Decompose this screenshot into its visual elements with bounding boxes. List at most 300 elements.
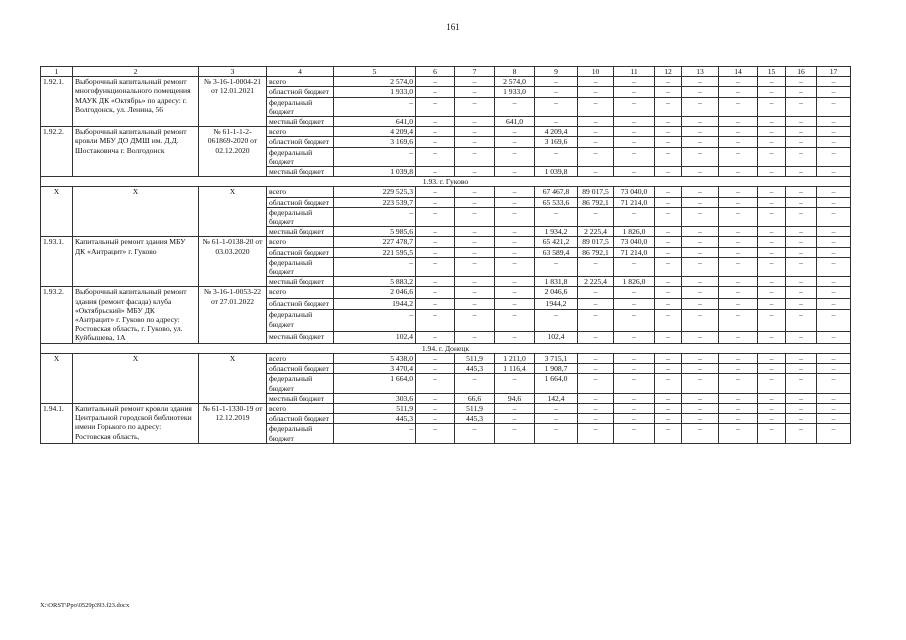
value-cell: –	[817, 87, 851, 97]
value-cell: –	[682, 87, 719, 97]
item-name: Выборочный капитальный ремонт кровли МБУ ДО ДМШ им. Д.Д. Шостаковича г. Волгодонск	[73, 127, 199, 177]
value-cell: –	[817, 97, 851, 116]
value-cell: –	[682, 298, 719, 309]
value-cell: –	[578, 364, 614, 374]
value-cell: –	[416, 310, 455, 332]
value-cell: –	[416, 257, 455, 276]
value-cell: –	[786, 117, 817, 127]
value-cell: –	[614, 364, 655, 374]
value-cell: –	[614, 310, 655, 332]
value-cell: –	[655, 332, 682, 344]
value-cell: –	[655, 97, 682, 116]
value-cell: –	[334, 147, 416, 166]
value-cell: 2 574,0	[334, 77, 416, 87]
value-cell: 223 539,7	[334, 197, 416, 207]
value-cell: 67 467,8	[535, 187, 578, 197]
fund-source-label: всего	[267, 127, 334, 137]
value-cell: –	[817, 393, 851, 403]
value-cell: –	[495, 247, 535, 257]
value-cell: 1944,2	[334, 298, 416, 309]
item-number: 1.93.1.	[41, 237, 73, 287]
value-cell: –	[817, 277, 851, 287]
value-cell: –	[535, 117, 578, 127]
value-cell: –	[682, 277, 719, 287]
value-cell: –	[786, 257, 817, 276]
value-cell: –	[817, 237, 851, 247]
fund-source-label: областной бюджет	[267, 364, 334, 374]
value-cell: –	[682, 237, 719, 247]
item-number: Х	[41, 353, 73, 403]
fund-source-label: всего	[267, 77, 334, 87]
value-cell: 89 017,5	[578, 187, 614, 197]
value-cell: –	[535, 310, 578, 332]
item-document: № 3-16-1-0004-21 от 12.01.2021	[199, 77, 267, 127]
value-cell: –	[535, 147, 578, 166]
value-cell: 71 214,0	[614, 197, 655, 207]
value-cell: –	[455, 257, 495, 276]
value-cell: –	[416, 147, 455, 166]
table-row	[41, 77, 851, 87]
fund-source-label: местный бюджет	[267, 227, 334, 237]
value-cell: –	[614, 353, 655, 363]
value-cell: –	[495, 227, 535, 237]
value-cell: 1 211,0	[495, 353, 535, 363]
value-cell: –	[719, 332, 758, 344]
value-cell: 303,6	[334, 393, 416, 403]
column-header: 13	[682, 67, 719, 77]
value-cell: –	[786, 364, 817, 374]
value-cell: –	[817, 403, 851, 413]
value-cell: 102,4	[334, 332, 416, 344]
value-cell: –	[535, 207, 578, 226]
value-cell: –	[786, 287, 817, 298]
value-cell: 2 046,6	[535, 287, 578, 298]
item-number: 1.92.2.	[41, 127, 73, 177]
item-name: Х	[73, 353, 199, 403]
value-cell: –	[578, 127, 614, 137]
value-cell: –	[817, 117, 851, 127]
fund-source-label: федеральный бюджет	[267, 257, 334, 276]
value-cell: 66,6	[455, 393, 495, 403]
value-cell: –	[786, 277, 817, 287]
value-cell: –	[758, 137, 786, 147]
fund-source-label: федеральный бюджет	[267, 97, 334, 116]
fund-source-label: всего	[267, 287, 334, 298]
value-cell: –	[416, 247, 455, 257]
value-cell: 511,9	[455, 403, 495, 413]
value-cell: –	[786, 310, 817, 332]
value-cell: –	[758, 310, 786, 332]
value-cell: –	[719, 147, 758, 166]
value-cell: –	[416, 77, 455, 87]
value-cell: –	[719, 277, 758, 287]
value-cell: –	[682, 187, 719, 197]
column-header: 16	[786, 67, 817, 77]
fund-source-label: всего	[267, 237, 334, 247]
value-cell: –	[614, 147, 655, 166]
value-cell: –	[614, 167, 655, 177]
value-cell: 3 470,4	[334, 364, 416, 374]
footer-file-path: X:\ORST\Ppo\0529p393.f23.docx	[40, 602, 130, 609]
value-cell: –	[682, 167, 719, 177]
value-cell: –	[416, 167, 455, 177]
value-cell: –	[455, 167, 495, 177]
value-cell: 445,3	[455, 414, 495, 424]
value-cell: –	[758, 197, 786, 207]
value-cell: –	[655, 77, 682, 87]
value-cell: –	[578, 414, 614, 424]
column-header: 4	[267, 67, 334, 77]
value-cell: –	[614, 332, 655, 344]
value-cell: –	[786, 414, 817, 424]
value-cell: –	[719, 197, 758, 207]
value-cell: –	[817, 298, 851, 309]
value-cell: –	[578, 332, 614, 344]
value-cell: 3 169,6	[535, 137, 578, 147]
value-cell: 142,4	[535, 393, 578, 403]
value-cell: –	[786, 87, 817, 97]
value-cell: –	[614, 137, 655, 147]
value-cell: –	[495, 237, 535, 247]
value-cell: –	[578, 147, 614, 166]
value-cell: –	[719, 227, 758, 237]
value-cell: –	[416, 424, 455, 443]
value-cell: –	[682, 424, 719, 443]
table-body	[41, 67, 851, 444]
value-cell: –	[416, 353, 455, 363]
value-cell: –	[682, 364, 719, 374]
value-cell: –	[655, 374, 682, 393]
value-cell: 1 934,2	[535, 227, 578, 237]
value-cell: –	[495, 310, 535, 332]
value-cell: 89 017,5	[578, 237, 614, 247]
value-cell: –	[614, 127, 655, 137]
budget-table	[40, 66, 851, 444]
value-cell: –	[817, 414, 851, 424]
value-cell: –	[719, 424, 758, 443]
value-cell: –	[682, 227, 719, 237]
value-cell: –	[655, 237, 682, 247]
fund-source-label: местный бюджет	[267, 332, 334, 344]
value-cell: –	[655, 117, 682, 127]
value-cell: 63 589,4	[535, 247, 578, 257]
value-cell: –	[682, 127, 719, 137]
item-number: 1.92.1.	[41, 77, 73, 127]
value-cell: –	[758, 87, 786, 97]
value-cell: –	[495, 137, 535, 147]
value-cell: –	[758, 374, 786, 393]
value-cell: 4 209,4	[535, 127, 578, 137]
fund-source-label: всего	[267, 403, 334, 413]
value-cell: –	[455, 277, 495, 287]
value-cell: –	[682, 97, 719, 116]
value-cell: –	[758, 403, 786, 413]
value-cell: –	[786, 77, 817, 87]
value-cell: 2 225,4	[578, 277, 614, 287]
value-cell: –	[719, 247, 758, 257]
value-cell: –	[455, 197, 495, 207]
value-cell: –	[719, 77, 758, 87]
value-cell: –	[758, 207, 786, 226]
value-cell: –	[614, 424, 655, 443]
value-cell: –	[758, 187, 786, 197]
value-cell: 511,9	[455, 353, 495, 363]
value-cell: –	[719, 87, 758, 97]
value-cell: –	[682, 137, 719, 147]
value-cell: –	[719, 298, 758, 309]
value-cell: –	[758, 237, 786, 247]
value-cell: –	[655, 167, 682, 177]
fund-source-label: областной бюджет	[267, 298, 334, 309]
value-cell: –	[535, 403, 578, 413]
value-cell: –	[455, 187, 495, 197]
value-cell: 71 214,0	[614, 247, 655, 257]
value-cell: –	[614, 257, 655, 276]
value-cell: –	[655, 147, 682, 166]
header-row	[41, 67, 851, 77]
table-row	[41, 187, 851, 197]
value-cell: –	[655, 227, 682, 237]
value-cell: –	[334, 310, 416, 332]
value-cell: –	[416, 87, 455, 97]
value-cell: –	[416, 298, 455, 309]
value-cell: –	[719, 393, 758, 403]
value-cell: –	[786, 298, 817, 309]
value-cell: –	[455, 332, 495, 344]
value-cell: –	[578, 393, 614, 403]
item-document: № 61-1-1-2-061869-2020 от 02.12.2020	[199, 127, 267, 177]
value-cell: –	[786, 127, 817, 137]
column-header: 17	[817, 67, 851, 77]
value-cell: –	[786, 374, 817, 393]
column-header: 15	[758, 67, 786, 77]
value-cell: –	[719, 117, 758, 127]
value-cell: –	[758, 424, 786, 443]
value-cell: –	[455, 247, 495, 257]
value-cell: –	[817, 287, 851, 298]
value-cell: –	[578, 257, 614, 276]
value-cell: –	[758, 147, 786, 166]
value-cell: –	[719, 414, 758, 424]
value-cell: –	[758, 414, 786, 424]
value-cell: –	[655, 207, 682, 226]
fund-source-label: всего	[267, 187, 334, 197]
value-cell: –	[719, 257, 758, 276]
value-cell: –	[578, 87, 614, 97]
column-header: 10	[578, 67, 614, 77]
column-header: 9	[535, 67, 578, 77]
value-cell: –	[817, 374, 851, 393]
column-header: 11	[614, 67, 655, 77]
value-cell: –	[455, 137, 495, 147]
section-row	[41, 343, 851, 353]
value-cell: –	[817, 364, 851, 374]
value-cell: –	[455, 298, 495, 309]
value-cell: –	[786, 197, 817, 207]
value-cell: 4 209,4	[334, 127, 416, 137]
value-cell: 86 792,1	[578, 197, 614, 207]
value-cell: –	[786, 237, 817, 247]
table-row	[41, 237, 851, 247]
value-cell: 73 040,0	[614, 187, 655, 197]
value-cell: –	[416, 414, 455, 424]
value-cell: –	[682, 247, 719, 257]
value-cell: –	[786, 332, 817, 344]
fund-source-label: местный бюджет	[267, 393, 334, 403]
value-cell: 1 664,0	[535, 374, 578, 393]
value-cell: –	[416, 97, 455, 116]
value-cell: 5 438,0	[334, 353, 416, 363]
value-cell: –	[495, 187, 535, 197]
value-cell: –	[578, 353, 614, 363]
value-cell: 102,4	[535, 332, 578, 344]
value-cell: –	[758, 298, 786, 309]
fund-source-label: всего	[267, 353, 334, 363]
value-cell: –	[758, 353, 786, 363]
fund-source-label: федеральный бюджет	[267, 147, 334, 166]
value-cell: –	[719, 137, 758, 147]
value-cell: –	[614, 77, 655, 87]
value-cell: –	[455, 227, 495, 237]
value-cell: –	[614, 374, 655, 393]
value-cell: –	[682, 77, 719, 87]
value-cell: –	[758, 167, 786, 177]
value-cell: –	[578, 77, 614, 87]
value-cell: –	[614, 97, 655, 116]
item-document: Х	[199, 187, 267, 237]
value-cell: –	[495, 147, 535, 166]
value-cell: –	[578, 167, 614, 177]
value-cell: –	[682, 353, 719, 363]
value-cell: –	[719, 353, 758, 363]
value-cell: 1 826,0	[614, 227, 655, 237]
value-cell: –	[614, 403, 655, 413]
value-cell: –	[758, 247, 786, 257]
table-row	[41, 403, 851, 413]
value-cell: –	[535, 424, 578, 443]
value-cell: –	[682, 403, 719, 413]
value-cell: 641,0	[495, 117, 535, 127]
value-cell: –	[416, 207, 455, 226]
value-cell: –	[416, 117, 455, 127]
value-cell: –	[682, 257, 719, 276]
value-cell: –	[786, 97, 817, 116]
value-cell: –	[655, 424, 682, 443]
value-cell: 1 933,0	[334, 87, 416, 97]
value-cell: –	[455, 424, 495, 443]
value-cell: 65 421,2	[535, 237, 578, 247]
value-cell: –	[495, 374, 535, 393]
value-cell: –	[682, 374, 719, 393]
value-cell: –	[682, 147, 719, 166]
value-cell: –	[719, 127, 758, 137]
item-document: Х	[199, 353, 267, 403]
value-cell: 227 478,7	[334, 237, 416, 247]
value-cell: –	[682, 207, 719, 226]
value-cell: –	[817, 197, 851, 207]
value-cell: 1 908,7	[535, 364, 578, 374]
value-cell: –	[455, 207, 495, 226]
value-cell: –	[758, 393, 786, 403]
column-header: 6	[416, 67, 455, 77]
item-document: № 61-1-1330-19 от 12.12.2019	[199, 403, 267, 443]
value-cell: –	[495, 414, 535, 424]
value-cell: –	[719, 167, 758, 177]
value-cell: –	[655, 393, 682, 403]
value-cell: –	[655, 310, 682, 332]
value-cell: –	[682, 310, 719, 332]
value-cell: –	[578, 207, 614, 226]
value-cell: –	[817, 167, 851, 177]
value-cell: –	[682, 414, 719, 424]
value-cell: –	[655, 187, 682, 197]
value-cell: 5 883,2	[334, 277, 416, 287]
value-cell: –	[719, 287, 758, 298]
value-cell: –	[817, 424, 851, 443]
value-cell: –	[719, 187, 758, 197]
value-cell: –	[416, 137, 455, 147]
value-cell: –	[614, 298, 655, 309]
page-number: 161	[446, 22, 460, 32]
value-cell: 1 039,8	[334, 167, 416, 177]
value-cell: –	[719, 364, 758, 374]
value-cell: –	[786, 424, 817, 443]
value-cell: –	[495, 424, 535, 443]
value-cell: –	[817, 310, 851, 332]
value-cell: –	[786, 137, 817, 147]
value-cell: –	[817, 207, 851, 226]
value-cell: 2 046,6	[334, 287, 416, 298]
value-cell: –	[614, 414, 655, 424]
value-cell: –	[719, 97, 758, 116]
item-name: Капитальный ремонт здания МБУ ДК «Антрацит» г. Гуково	[73, 237, 199, 287]
table-row	[41, 127, 851, 137]
value-cell: 73 040,0	[614, 237, 655, 247]
value-cell: –	[578, 403, 614, 413]
value-cell: –	[416, 374, 455, 393]
value-cell: –	[655, 364, 682, 374]
value-cell: –	[817, 77, 851, 87]
value-cell: –	[416, 187, 455, 197]
value-cell: –	[416, 403, 455, 413]
value-cell: 94,6	[495, 393, 535, 403]
value-cell: –	[786, 167, 817, 177]
value-cell: –	[817, 147, 851, 166]
fund-source-label: областной бюджет	[267, 197, 334, 207]
value-cell: –	[655, 257, 682, 276]
value-cell: –	[416, 364, 455, 374]
value-cell: –	[416, 197, 455, 207]
value-cell: –	[758, 97, 786, 116]
value-cell: –	[817, 137, 851, 147]
value-cell: –	[416, 393, 455, 403]
column-header: 12	[655, 67, 682, 77]
value-cell: –	[655, 247, 682, 257]
fund-source-label: областной бюджет	[267, 87, 334, 97]
value-cell: –	[655, 353, 682, 363]
column-header: 14	[719, 67, 758, 77]
value-cell: –	[719, 310, 758, 332]
value-cell: –	[817, 247, 851, 257]
value-cell: 445,3	[455, 364, 495, 374]
value-cell: –	[758, 277, 786, 287]
fund-source-label: местный бюджет	[267, 277, 334, 287]
value-cell: –	[614, 287, 655, 298]
value-cell: –	[455, 87, 495, 97]
value-cell: –	[578, 424, 614, 443]
value-cell: –	[455, 310, 495, 332]
item-document: № 61-1-0138-20 от 03.03.2020	[199, 237, 267, 287]
